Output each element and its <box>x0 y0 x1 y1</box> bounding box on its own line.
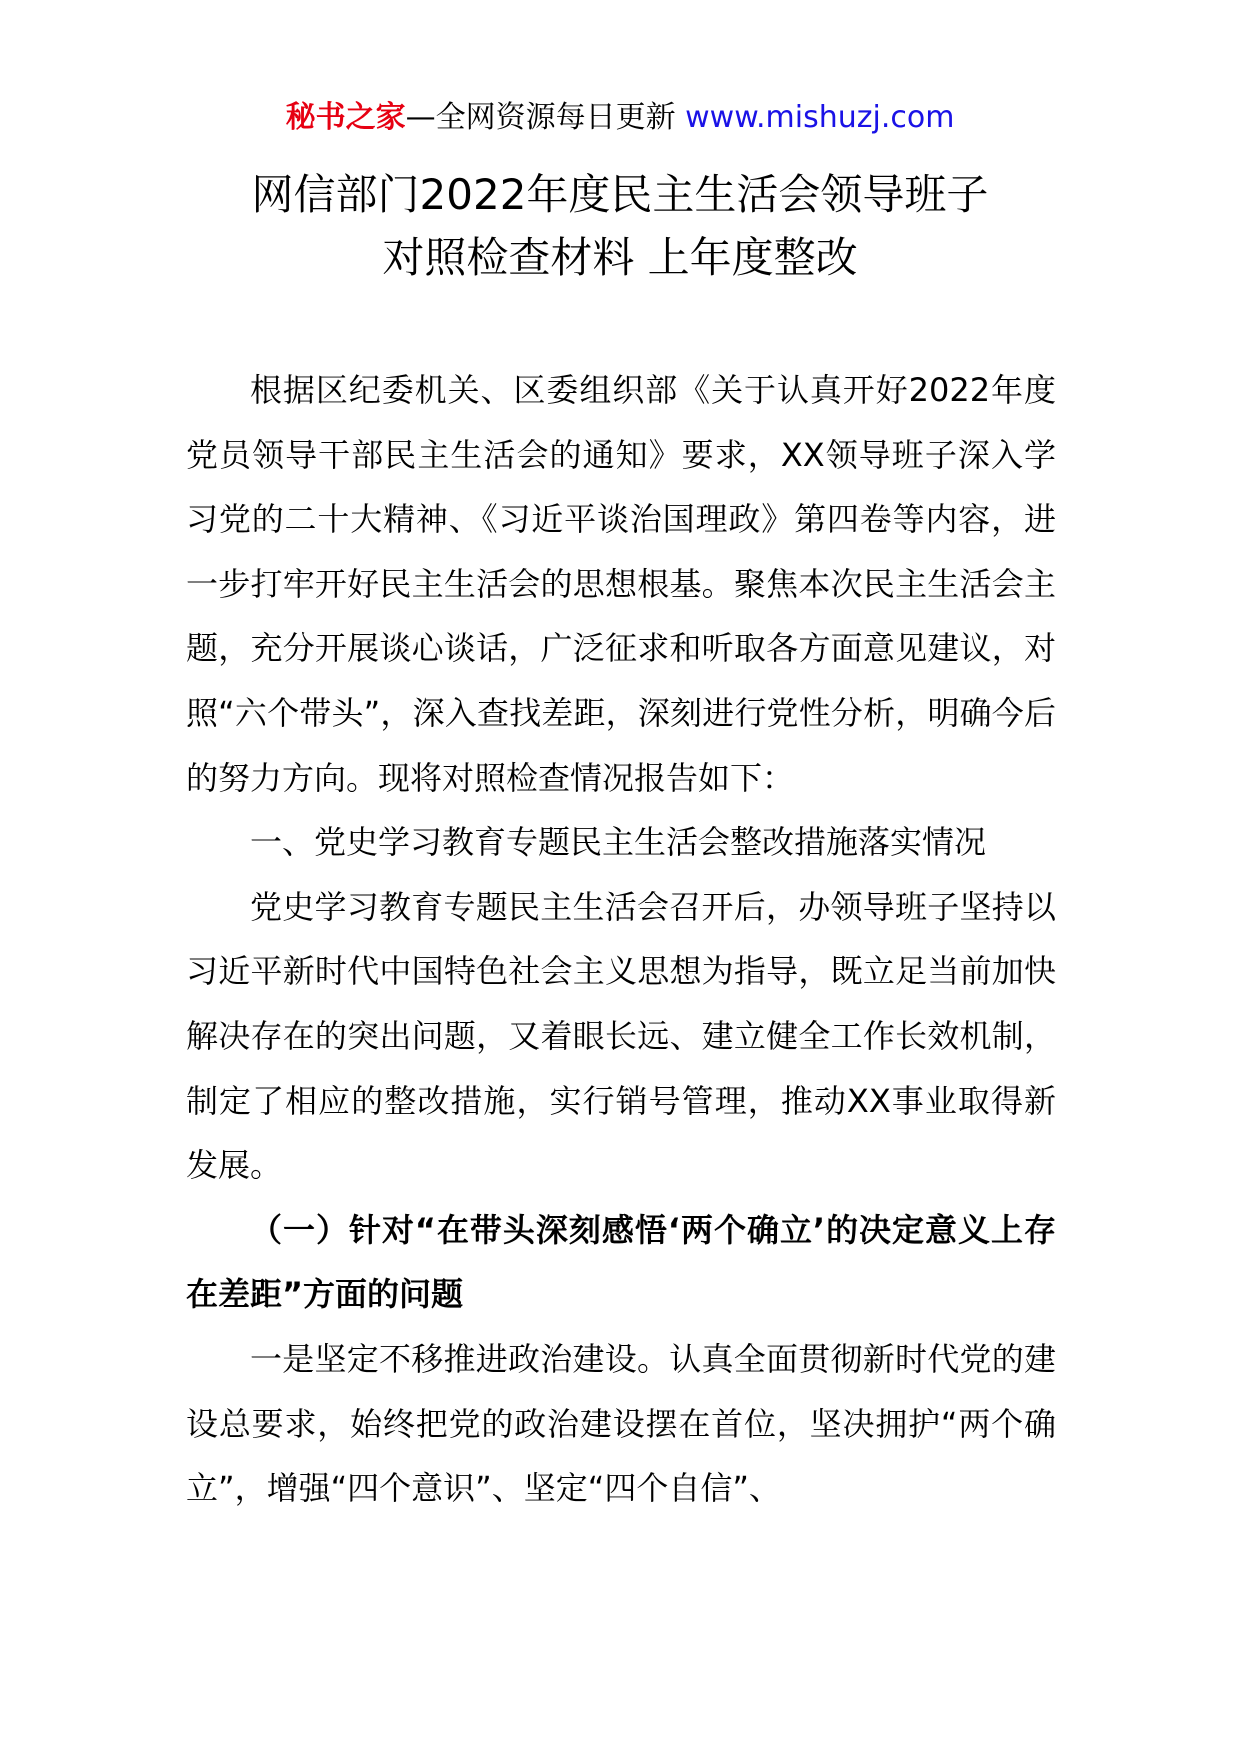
brand-slogan: —全网资源每日更新 <box>405 100 686 135</box>
intro-paragraph: 根据区纪委机关、区委组织部《关于认真开好2022年度党员领导干部民主生活会的通知》要求，XX领导班子深入学习党的二十大精神、《习近平谈治国理政》第四卷等内容，进一步打牢开好民主生活会的思想根基。聚焦本次民主生活会主题，充分开展谈心谈话，广泛征求和听取各方面意见建议，对照“六个带头”，深入查找差距，深刻进行党性分析，明确今后的努力方向。现将对照检查情况报告如下： <box>186 371 1056 797</box>
subsection-heading-1: （一）针对“在带头深刻感悟‘两个确立’的决定意义上存在差距”方面的问题 <box>186 1210 1056 1314</box>
section-paragraph-1: 党史学习教育专题民主生活会召开后，办领导班子坚持以习近平新时代中国特色社会主义思想为指导，既立足当前加快解决存在的突出问题，又着眼长远、建立健全工作长效机制，制定了相应的整改措施，实行销号管理，推动XX事业取得新发展。 <box>186 887 1056 1185</box>
site-url[interactable]: www.mishuzj.com <box>685 100 955 135</box>
subsection-paragraph-1: 一是坚定不移推进政治建设。认真全面贯彻新时代党的建设总要求，始终把党的政治建设摆在首位，坚决拥护“两个确立”，增强“四个意识”、坚定“四个自信”、 <box>186 1339 1056 1508</box>
document-body <box>186 358 1056 1521</box>
document-title-line-2: 对照检查材料 上年度整改 <box>382 233 858 282</box>
watermark-header <box>0 98 1240 138</box>
brand-name: 秘书之家 <box>285 100 406 135</box>
section-heading-1: 一、党史学习教育专题民主生活会整改措施落实情况 <box>250 823 987 862</box>
document-title-line-1: 网信部门2022年度民主生活会领导班子 <box>251 170 989 219</box>
